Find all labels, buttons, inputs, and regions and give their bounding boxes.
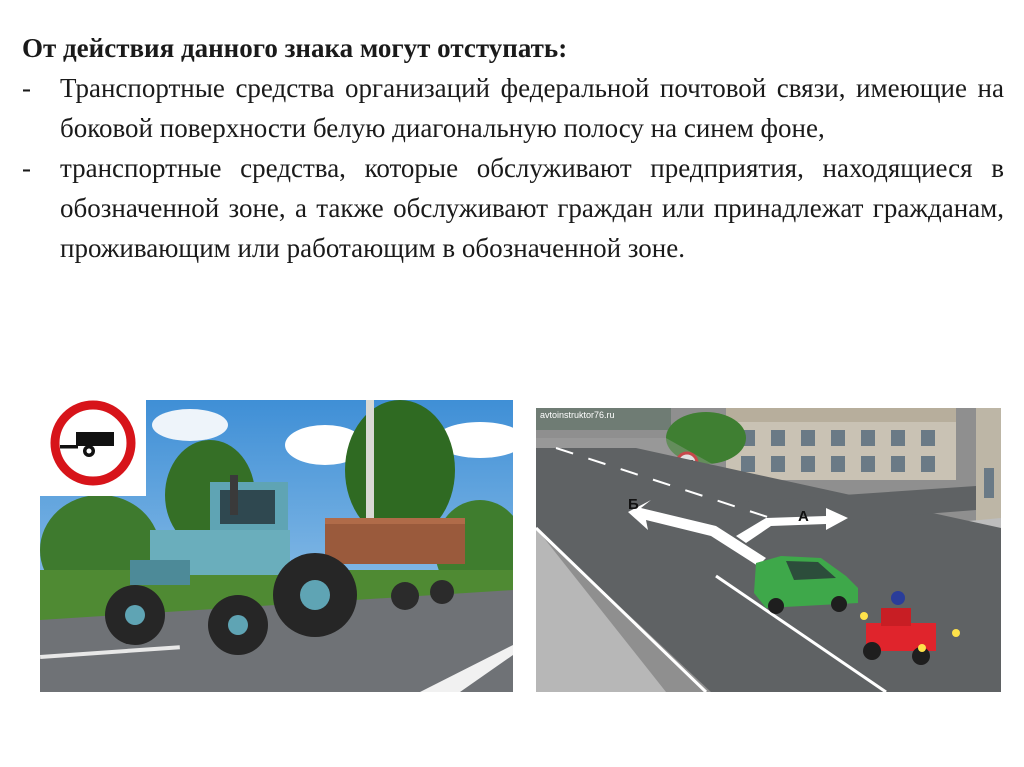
no-trailer-sign — [40, 390, 146, 496]
bullet-text: Транспортные средства организаций федеральной почтовой связи, имеющие на боковой поверхности белую диагональную полосу на синем фоне, — [60, 73, 1004, 143]
slide-heading: От действия данного знака могут отступать: — [22, 33, 568, 63]
slide-text — [22, 28, 1004, 268]
bullet-item — [22, 148, 1004, 268]
intersection-illustration — [536, 408, 1001, 692]
bullet-item — [22, 68, 1004, 148]
bullet-marker: - — [22, 73, 31, 103]
arrow-label-a: А — [798, 508, 809, 525]
bullet-text: транспортные средства, которые обслуживают предприятия, находящиеся в обозначенной зоне, а также обслуживают граждан или принадлежат гражданам, проживающим или работающим в обозначенной зоне. — [60, 153, 1004, 263]
no-trailer-sign-icon — [40, 390, 146, 496]
bullet-marker: - — [22, 153, 31, 183]
arrow-label-b: Б — [628, 496, 639, 513]
intersection-scene — [536, 408, 1001, 692]
watermark: avtoinstruktor76.ru — [540, 410, 615, 420]
